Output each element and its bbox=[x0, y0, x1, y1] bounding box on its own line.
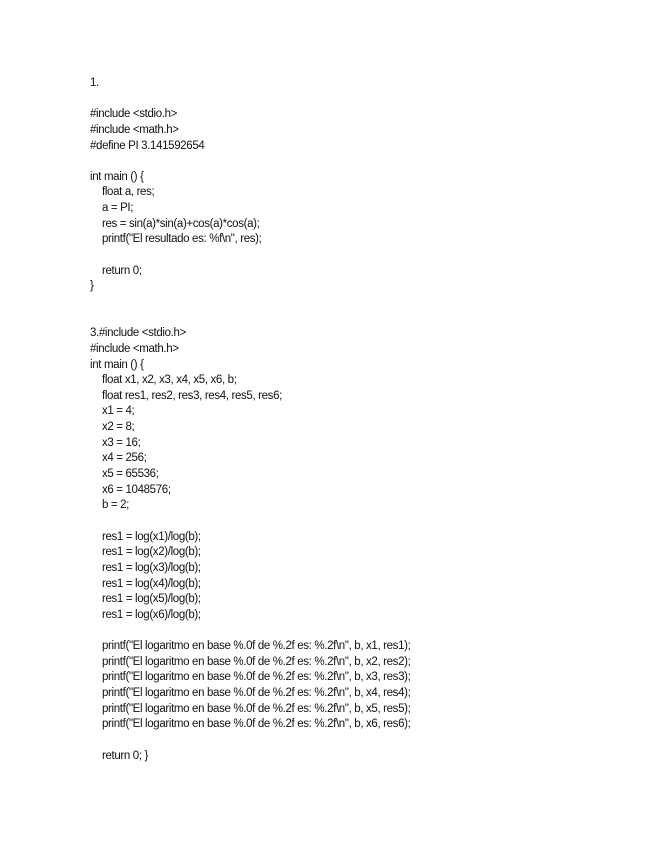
code-line: printf("El resultado es: %f\n", res); bbox=[102, 233, 262, 246]
code-line: printf("El logaritmo en base %.0f de %.2f es: %.2f\n", b, x1, res1); bbox=[102, 640, 411, 653]
code-line: res = sin(a)*sin(a)+cos(a)*cos(a); bbox=[102, 217, 260, 230]
blank-line bbox=[90, 295, 630, 311]
code-line: 3.#include <stdio.h> bbox=[90, 327, 186, 340]
code-line: printf("El logaritmo en base %.0f de %.2f es: %.2f\n", b, x2, res2); bbox=[102, 655, 411, 668]
code-line: #define PI 3.141592654 bbox=[90, 139, 205, 152]
blank-line bbox=[90, 623, 630, 639]
code-line: } bbox=[90, 280, 94, 293]
code-line: printf("El logaritmo en base %.0f de %.2f es: %.2f\n", b, x4, res4); bbox=[102, 686, 411, 699]
code-line: int main () { bbox=[90, 170, 144, 183]
code-line: res1 = log(x3)/log(b); bbox=[102, 561, 201, 574]
blank-line bbox=[90, 733, 630, 749]
code-line: 1. bbox=[90, 77, 99, 89]
blank-line bbox=[90, 248, 630, 264]
code-line: printf("El logaritmo en base %.0f de %.2f es: %.2f\n", b, x6, res6); bbox=[102, 718, 411, 731]
blank-line bbox=[90, 154, 630, 170]
code-line: x4 = 256; bbox=[102, 452, 147, 465]
code-line: int main () { bbox=[90, 358, 144, 371]
code-line: x2 = 8; bbox=[102, 421, 135, 434]
code-line: res1 = log(x5)/log(b); bbox=[102, 593, 201, 606]
code-line: #include <math.h> bbox=[90, 342, 179, 355]
blank-line bbox=[90, 514, 630, 530]
code-line: x3 = 16; bbox=[102, 436, 141, 449]
code-line: return 0; bbox=[102, 264, 142, 277]
blank-line bbox=[90, 92, 630, 108]
code-line: b = 2; bbox=[102, 499, 129, 512]
code-line: x1 = 4; bbox=[102, 405, 135, 418]
code-line: float x1, x2, x3, x4, x5, x6, b; bbox=[102, 374, 237, 387]
code-line: x5 = 65536; bbox=[102, 468, 159, 481]
code-line: res1 = log(x4)/log(b); bbox=[102, 577, 201, 590]
code-line: res1 = log(x6)/log(b); bbox=[102, 608, 201, 621]
code-line: return 0; } bbox=[102, 749, 149, 762]
code-line: printf("El logaritmo en base %.0f de %.2f es: %.2f\n", b, x3, res3); bbox=[102, 671, 411, 684]
blank-line bbox=[90, 311, 630, 327]
code-line: res1 = log(x2)/log(b); bbox=[102, 546, 201, 559]
code-line: float a, res; bbox=[102, 186, 155, 199]
code-line: x6 = 1048576; bbox=[102, 483, 171, 496]
code-line: res1 = log(x1)/log(b); bbox=[102, 530, 201, 543]
code-line: #include <stdio.h> bbox=[90, 108, 178, 121]
code-listing bbox=[90, 76, 630, 764]
code-line: printf("El logaritmo en base %.0f de %.2f es: %.2f\n", b, x5, res5); bbox=[102, 702, 411, 715]
code-line: #include <math.h> bbox=[90, 123, 179, 136]
code-line: float res1, res2, res3, res4, res5, res6; bbox=[102, 389, 282, 402]
code-line: a = PI; bbox=[102, 202, 134, 215]
